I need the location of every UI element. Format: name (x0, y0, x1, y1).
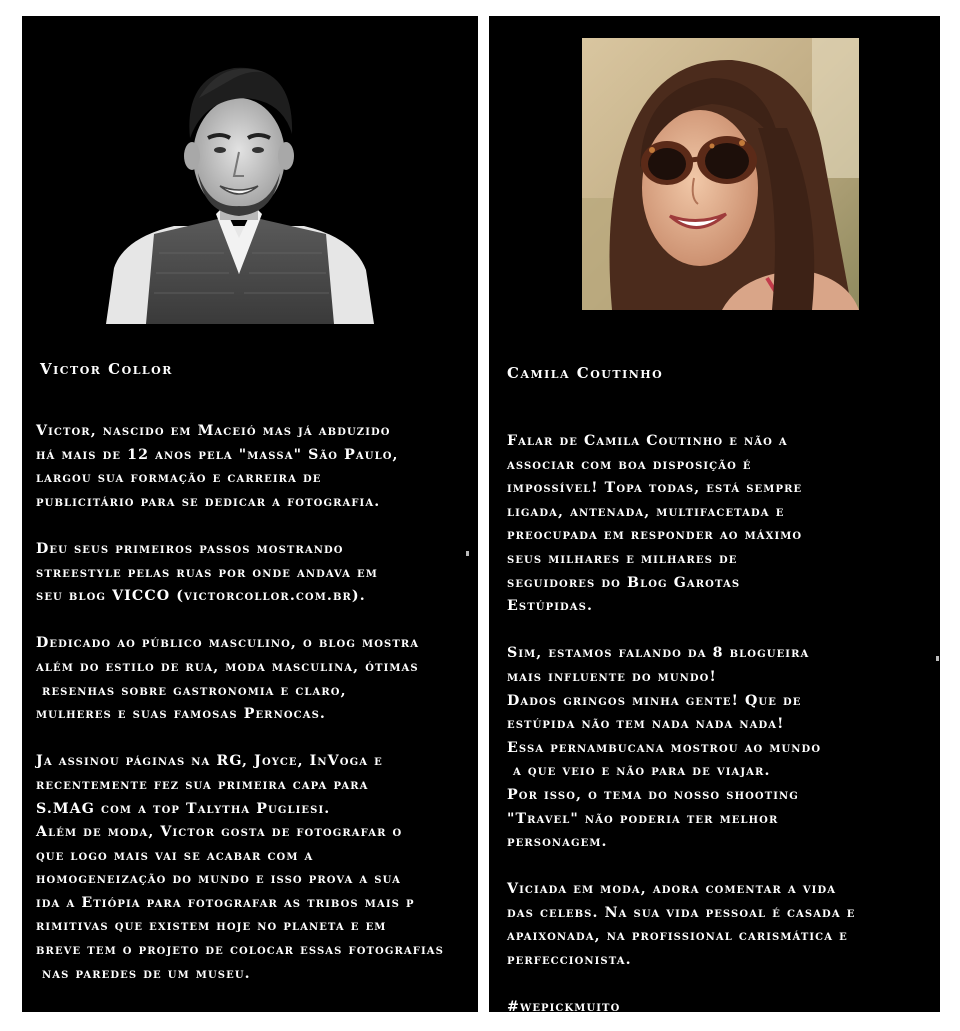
bio-line: Estúpidas. (507, 598, 593, 615)
bio-line: Por isso, o tema do nosso shooting (507, 786, 799, 803)
bio-line (507, 619, 855, 643)
bio-line: #wepickmuito (507, 999, 621, 1016)
bio-line: apaixonada, na profissional carismática e (507, 928, 848, 945)
bio-line: resenhas sobre gastronomia e claro, (36, 682, 347, 699)
bio-line (507, 973, 855, 997)
bio-line: streestyle pelas ruas por onde andava em (36, 564, 378, 581)
bio-line: impossível! Topa todas, está sempre (507, 480, 803, 497)
bio-line: ligada, antenada, multifacetada e (507, 503, 785, 520)
bio-line: Falar de Camila Coutinho e não a (507, 433, 788, 449)
bio-line: breve tem o projeto de colocar essas fotografias (36, 942, 444, 959)
bio-line: mulheres e suas famosas Pernocas. (36, 706, 326, 723)
bio-line: Dados gringos minha gente! Que de (507, 692, 802, 709)
victor-panel (22, 16, 478, 1012)
bio-line: homogeneização do mundo e isso prova a sua (36, 871, 401, 888)
victor-name: Victor Collor (40, 360, 173, 378)
edge-mark (936, 656, 939, 661)
bio-line: associar com boa disposição é (507, 456, 752, 473)
bio-line: Essa pernambucana mostrou ao mundo (507, 739, 822, 756)
bio-line: nas paredes de um museu. (36, 965, 251, 982)
bio-line: rimitivas que existem hoje no planeta e em (36, 918, 387, 935)
camila-bio (507, 430, 855, 1020)
bio-line: publicitário para se dedicar a fotografia. (36, 493, 381, 510)
bio-line: Deu seus primeiros passos mostrando (36, 540, 344, 557)
camila-portrait-photo (582, 38, 859, 310)
bio-line: ida a Etiópia para fotografar as tribos mais p (36, 894, 415, 911)
bio-line: mais influente do mundo! (507, 668, 717, 685)
bio-line (36, 514, 444, 538)
bio-line (36, 727, 444, 751)
bio-line: Além de moda, Victor gosta de fotografar o (36, 824, 403, 841)
bio-line: perfeccionista. (507, 952, 632, 969)
victor-portrait-photo (104, 38, 374, 324)
victor-bio (36, 420, 444, 986)
bio-line: Viciada em moda, adora comentar a vida (507, 881, 837, 898)
victor-portrait-illustration (104, 38, 374, 324)
camila-name: Camila Coutinho (507, 364, 664, 382)
bio-line: seu blog VICCO (victorcollor.com.br). (36, 588, 366, 605)
bio-line: estúpida não tem nada nada nada! (507, 716, 785, 733)
bio-line: a que veio e não para de viajar. (507, 763, 771, 780)
bio-line (507, 855, 855, 879)
bio-line: recentemente fez sua primeira capa para (36, 776, 369, 793)
bio-line: Ja assinou páginas na RG, Joyce, InVoga e (36, 753, 383, 770)
bio-line (36, 609, 444, 633)
edge-mark (466, 551, 469, 556)
bio-line: largou sua formação e carreira de (36, 470, 322, 487)
camila-panel (489, 16, 940, 1016)
bio-line: "Travel" não poderia ter melhor (507, 810, 779, 827)
bio-line: preocupada em responder ao máximo (507, 527, 803, 544)
bio-line: há mais de 12 anos pela "massa" São Paulo, (36, 446, 399, 463)
bio-line: seus milhares e milhares de (507, 550, 738, 567)
bio-line: além do estilo de rua, moda masculina, ótimas (36, 658, 419, 675)
bio-line: das celebs. Na sua vida pessoal é casada e (507, 904, 856, 921)
bio-line: S.MAG com a top Talytha Pugliesi. (36, 800, 331, 817)
bio-line: que logo mais vai se acabar com a (36, 847, 314, 864)
camila-portrait-illustration (582, 38, 859, 310)
bio-line: seguidores do Blog Garotas (507, 574, 741, 591)
bio-line: personagem. (507, 834, 608, 851)
bio-line: Dedicado ao público masculino, o blog mostra (36, 635, 420, 652)
bio-line: Victor, nascido em Maceió mas já abduzido (36, 423, 391, 439)
bio-line: Sim, estamos falando da 8 blogueira (507, 645, 810, 662)
